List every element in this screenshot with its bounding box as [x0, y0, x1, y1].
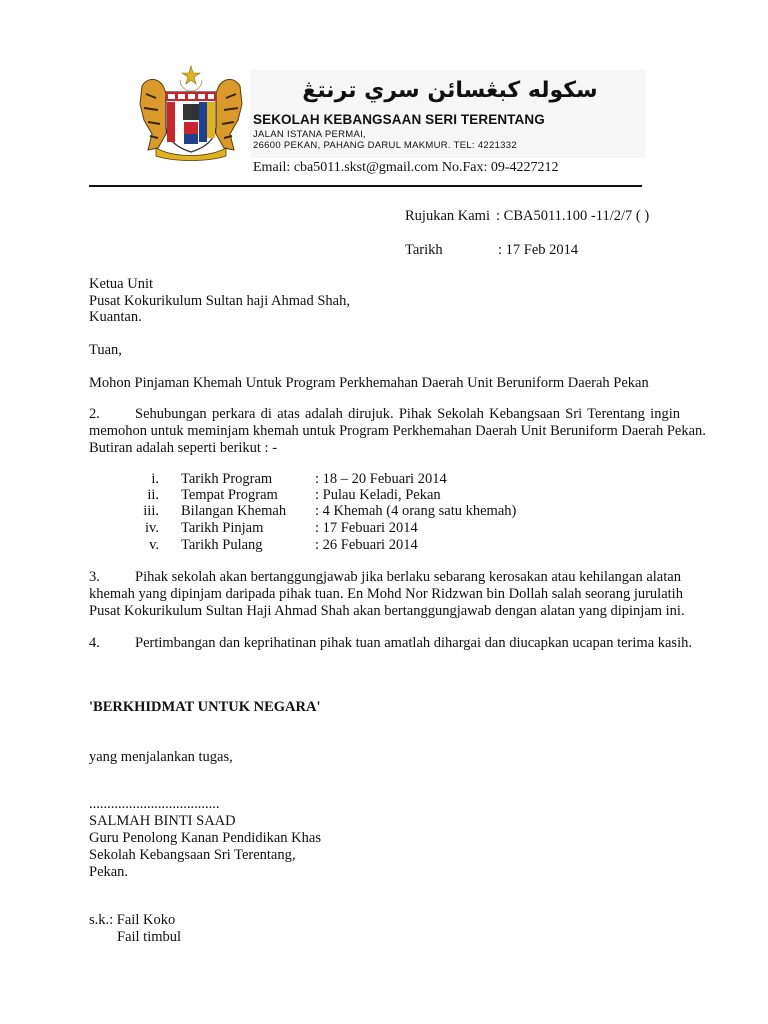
detail-label: Tarikh Pulang: [181, 537, 263, 553]
paragraph-3-line2: khemah yang dipinjam daripada pihak tuan. En Mohd Nor Ridzwan bin Dollah salah seorang jurulatih: [89, 586, 683, 602]
contact-email-fax: Email: cba5011.skst@gmail.com No.Fax: 09-4227212: [253, 160, 559, 175]
paragraph-3-number: 3.: [89, 569, 100, 585]
detail-value: : 26 Febuari 2014: [315, 537, 418, 553]
detail-value: : 17 Febuari 2014: [315, 520, 418, 536]
detail-number: iv.: [145, 520, 159, 536]
paragraph-3: [89, 569, 685, 620]
paragraph-2-line3: Butiran adalah seperti berikut : -: [89, 440, 278, 456]
paragraph-2: [89, 406, 706, 457]
paragraph-2-line1: 2. Sehubungan perkara di atas adalah dirujuk. Pihak Sekolah Kebangsaan Sri Terentang ingin: [89, 406, 680, 422]
motto: 'BERKHIDMAT UNTUK NEGARA': [89, 699, 321, 715]
detail-label: Tempat Program: [181, 487, 278, 503]
school-address-line1: JALAN ISTANA PERMAI,: [253, 129, 366, 140]
detail-number: ii.: [147, 487, 159, 503]
date-label: Tarikh: [405, 242, 443, 258]
paragraph-4-text: Pertimbangan dan keprihatinan pihak tuan amatlah dihargai dan diucapkan ucapan terima kasih.: [135, 635, 692, 651]
cc-line1: s.k.: Fail Koko: [89, 912, 176, 928]
school-name: SEKOLAH KEBANGSAAN SERI TERENTANG: [253, 112, 545, 127]
salutation: Tuan,: [89, 342, 122, 358]
paragraph-3-line3: Pusat Kokurikulum Sultan Haji Ahmad Shah akan bertanggungjawab dengan alatan yang dipinjam ini.: [89, 603, 685, 619]
paragraph-2-line2: memohon untuk meminjam khemah untuk Program Perkhemahan Daerah Unit Beruniform Daerah Pekan.: [89, 423, 706, 439]
detail-number: i.: [151, 471, 159, 487]
detail-value: : 4 Khemah (4 orang satu khemah): [315, 503, 517, 519]
paragraph-3-line1: 3. Pihak sekolah akan bertanggungjawab jika berlaku sebarang kerosakan atau kehilangan alatan: [89, 569, 681, 585]
detail-label: Bilangan Khemah: [181, 503, 287, 519]
detail-value: : 18 – 20 Febuari 2014: [315, 471, 447, 487]
coat-of-arms-logo: [134, 64, 248, 162]
paragraph-4-number: 4.: [89, 635, 100, 651]
letterhead-divider: [89, 185, 642, 187]
school-address-line2: 26600 PEKAN, PAHANG DARUL MAKMUR. TEL: 4221332: [253, 140, 517, 151]
detail-number: iii.: [143, 503, 159, 519]
detail-value: : Pulau Keladi, Pekan: [315, 487, 441, 503]
recipient-line2: Pusat Kokurikulum Sultan haji Ahmad Shah,: [89, 293, 350, 309]
recipient-line3: Kuantan.: [89, 309, 142, 325]
detail-label: Tarikh Pinjam: [181, 520, 264, 536]
signatory-name: SALMAH BINTI SAAD: [89, 813, 236, 829]
school-name-jawi: سکوله کبڠسائن سري ترنتڠ: [302, 78, 598, 103]
detail-number: v.: [149, 537, 159, 553]
signatory-town: Pekan.: [89, 864, 129, 880]
signatory-title: Guru Penolong Kanan Pendidikan Khas: [89, 830, 321, 846]
ref-label: Rujukan Kami: [405, 208, 490, 224]
cc-line2: Fail timbul: [117, 929, 182, 945]
closing-phrase: yang menjalankan tugas,: [89, 749, 233, 765]
subject-line: Mohon Pinjaman Khemah Untuk Program Perkhemahan Daerah Unit Beruniform Daerah Pekan: [89, 375, 649, 391]
detail-label: Tarikh Program: [181, 471, 273, 487]
paragraph-2-number: 2.: [89, 406, 100, 422]
recipient-line1: Ketua Unit: [89, 276, 154, 292]
ref-value: : CBA5011.100 -11/2/7 ( ): [496, 208, 650, 224]
signatory-school: Sekolah Kebangsaan Sri Terentang,: [89, 847, 296, 863]
signature-line: ....................................: [89, 796, 220, 812]
paragraph-4: [89, 635, 692, 652]
date-value: : 17 Feb 2014: [498, 242, 579, 258]
